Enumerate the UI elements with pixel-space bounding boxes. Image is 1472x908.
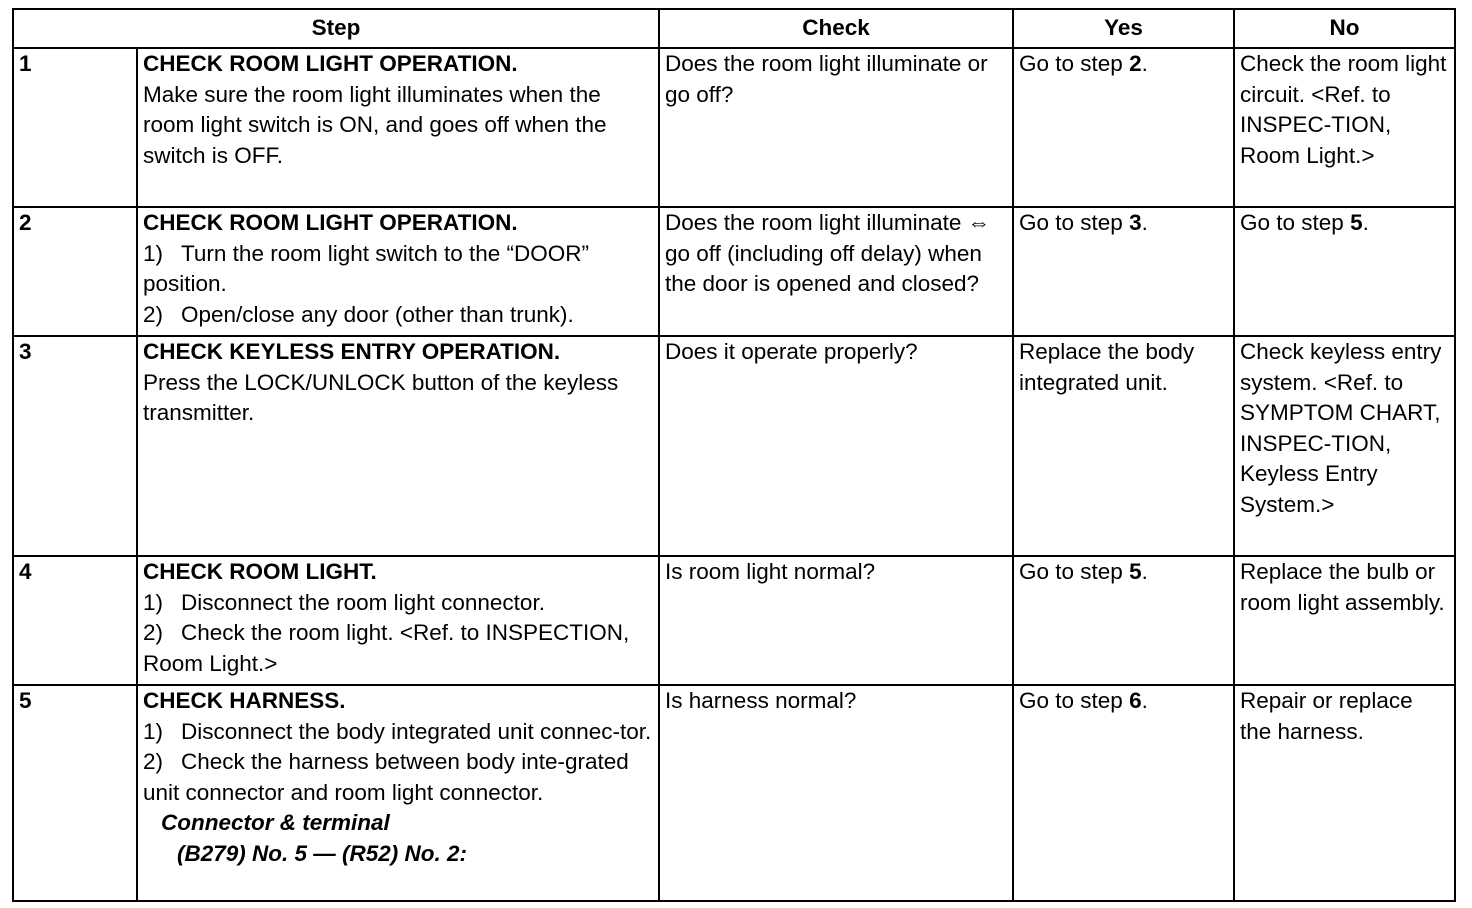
yes-prefix: Go to step	[1019, 210, 1130, 235]
step-title: CHECK HARNESS.	[143, 688, 346, 713]
table-row	[13, 48, 1455, 207]
yes-prefix: Go to step	[1019, 688, 1130, 713]
check-cell: Does the room light illuminate or go off?	[659, 48, 1013, 207]
yes-suffix: .	[1141, 688, 1148, 713]
header-row	[13, 9, 1455, 48]
substep	[143, 300, 654, 331]
step-title: CHECK ROOM LIGHT.	[143, 559, 377, 584]
substep-text: Disconnect the body integrated unit connec-tor.	[181, 718, 652, 744]
step-number: 4	[13, 556, 137, 685]
yes-step-ref: 3	[1129, 210, 1142, 235]
step-description	[137, 685, 659, 901]
step-number: 1	[13, 48, 137, 207]
substep-number: 1)	[143, 240, 164, 266]
yes-cell	[1013, 556, 1234, 685]
substep	[143, 747, 654, 808]
substep-number: 1)	[143, 589, 164, 615]
substep	[143, 618, 654, 679]
no-cell: Check keyless entry system. <Ref. to SYMPTOM CHART, INSPEC-TION, Keyless Entry System.>	[1234, 336, 1455, 556]
substep-text: Turn the room light switch to the “DOOR” position.	[143, 240, 590, 296]
substep-number: 2)	[143, 620, 164, 645]
no-cell: Repair or replace the harness.	[1234, 685, 1455, 901]
no-prefix: Go to step	[1240, 210, 1351, 235]
yes-step-ref: 6	[1129, 688, 1142, 713]
substep-text: Disconnect the room light connector.	[181, 589, 545, 615]
check-cell: Is room light normal?	[659, 556, 1013, 685]
yes-step-ref: 2	[1129, 51, 1142, 76]
substep-number: 1)	[143, 718, 164, 744]
step-description	[137, 48, 659, 207]
header-no: No	[1234, 9, 1455, 48]
no-cell: Replace the bulb or room light assembly.	[1234, 556, 1455, 685]
yes-cell	[1013, 685, 1234, 901]
yes-step-ref: 5	[1129, 559, 1142, 584]
substep-text: Check the room light. <Ref. to INSPECTION, Room Light.>	[143, 620, 630, 676]
substep-text: Open/close any door (other than trunk).	[181, 301, 574, 327]
step-body: Press the LOCK/UNLOCK button of the keyless transmitter.	[143, 369, 619, 425]
check-cell: Does it operate properly?	[659, 336, 1013, 556]
connector-terminal-title: Connector & terminal	[161, 810, 390, 835]
step-title: CHECK ROOM LIGHT OPERATION.	[143, 210, 518, 235]
no-cell	[1234, 207, 1455, 336]
step-number: 3	[13, 336, 137, 556]
yes-suffix: .	[1141, 210, 1148, 235]
step-title: CHECK KEYLESS ENTRY OPERATION.	[143, 339, 561, 364]
substep	[143, 239, 654, 300]
step-description	[137, 556, 659, 685]
yes-cell	[1013, 48, 1234, 207]
no-cell: Check the room light circuit. <Ref. to INSPEC-TION, Room Light.>	[1234, 48, 1455, 207]
no-step-ref: 5	[1350, 210, 1363, 235]
yes-prefix: Go to step	[1019, 51, 1130, 76]
step-description	[137, 207, 659, 336]
table-row	[13, 207, 1455, 336]
substep-text: Check the harness between body inte-grated unit connector and room light connector.	[143, 749, 629, 805]
step-number: 2	[13, 207, 137, 336]
check-cell: Is harness normal?	[659, 685, 1013, 901]
header-check: Check	[659, 9, 1013, 48]
substep	[143, 717, 654, 748]
table-row	[13, 336, 1455, 556]
yes-suffix: .	[1141, 51, 1148, 76]
yes-suffix: .	[1141, 559, 1148, 584]
step-title: CHECK ROOM LIGHT OPERATION.	[143, 51, 518, 76]
diagnostic-sheet	[12, 8, 1454, 902]
connector-terminal-detail: (B279) No. 5 — (R52) No. 2:	[177, 840, 468, 866]
yes-cell	[1013, 207, 1234, 336]
yes-cell: Replace the body integrated unit.	[1013, 336, 1234, 556]
yes-prefix: Go to step	[1019, 559, 1130, 584]
check-cell: Does the room light illuminate ⇔ go off (including off delay) when the door is opened and closed?	[659, 207, 1013, 336]
substep	[143, 588, 654, 619]
diagnostic-table	[12, 8, 1456, 902]
no-suffix: .	[1362, 210, 1369, 235]
step-description	[137, 336, 659, 556]
substep-number: 2)	[143, 301, 164, 327]
step-number: 5	[13, 685, 137, 901]
substep-number: 2)	[143, 749, 164, 774]
header-step: Step	[13, 9, 659, 48]
table-row	[13, 685, 1455, 901]
table-row	[13, 556, 1455, 685]
step-body: Make sure the room light illuminates when the room light switch is ON, and goes off when the switch is OFF.	[143, 81, 607, 168]
header-yes: Yes	[1013, 9, 1234, 48]
